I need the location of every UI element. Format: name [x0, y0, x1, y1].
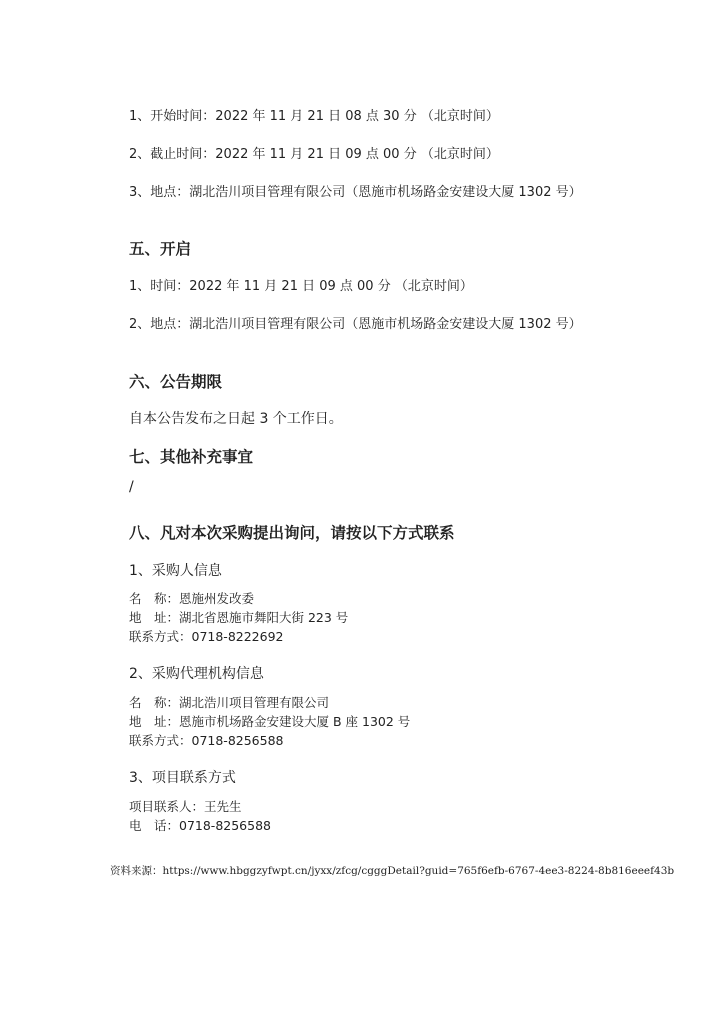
purchaser-address: 地 址：湖北省恩施市舞阳大街 223 号 [129, 610, 349, 625]
opening-time-line: 1、时间：2022 年 11 月 21 日 09 点 00 分 （北京时间） [129, 279, 473, 294]
purchaser-name: 名 称：恩施州发改委 [129, 591, 255, 606]
submission-location-line: 3、地点：湖北浩川项目管理有限公司（恩施市机场路金安建设大厦 1302 号） [129, 185, 582, 200]
end-time-line: 2、截止时间：2022 年 11 月 21 日 09 点 00 分 （北京时间） [129, 147, 499, 162]
agency-contact: 联系方式：0718-8256588 [129, 733, 284, 748]
project-contact-person: 项目联系人：王先生 [129, 799, 242, 814]
purchaser-contact: 联系方式：0718-8222692 [129, 629, 284, 644]
notice-period-text: 自本公告发布之日起 3 个工作日。 [129, 411, 343, 427]
section-heading-opening: 五、开启 [129, 240, 192, 258]
section-heading-other-matters: 七、其他补充事宜 [129, 448, 254, 466]
section-heading-contact: 八、凡对本次采购提出询问，请按以下方式联系 [129, 524, 455, 542]
project-contact-title: 3、项目联系方式 [129, 770, 236, 786]
other-matters-text: / [129, 479, 134, 495]
agency-info-title: 2、采购代理机构信息 [129, 666, 264, 682]
purchaser-info-title: 1、采购人信息 [129, 563, 222, 579]
opening-location-line: 2、地点：湖北浩川项目管理有限公司（恩施市机场路金安建设大厦 1302 号） [129, 317, 582, 332]
agency-address: 地 址：恩施市机场路金安建设大厦 B 座 1302 号 [129, 714, 411, 729]
section-heading-notice-period: 六、公告期限 [129, 373, 223, 391]
agency-name: 名 称：湖北浩川项目管理有限公司 [129, 695, 330, 710]
project-contact-phone: 电 话：0718-8256588 [129, 818, 271, 833]
start-time-line: 1、开始时间：2022 年 11 月 21 日 08 点 30 分 （北京时间） [129, 109, 499, 124]
source-line: 资料来源：https://www.hbggzyfwpt.cn/jyxx/zfcg/cgggDetail?guid=765f6efb-6767-4ee3-8224-8b816eeef43b [110, 865, 675, 877]
